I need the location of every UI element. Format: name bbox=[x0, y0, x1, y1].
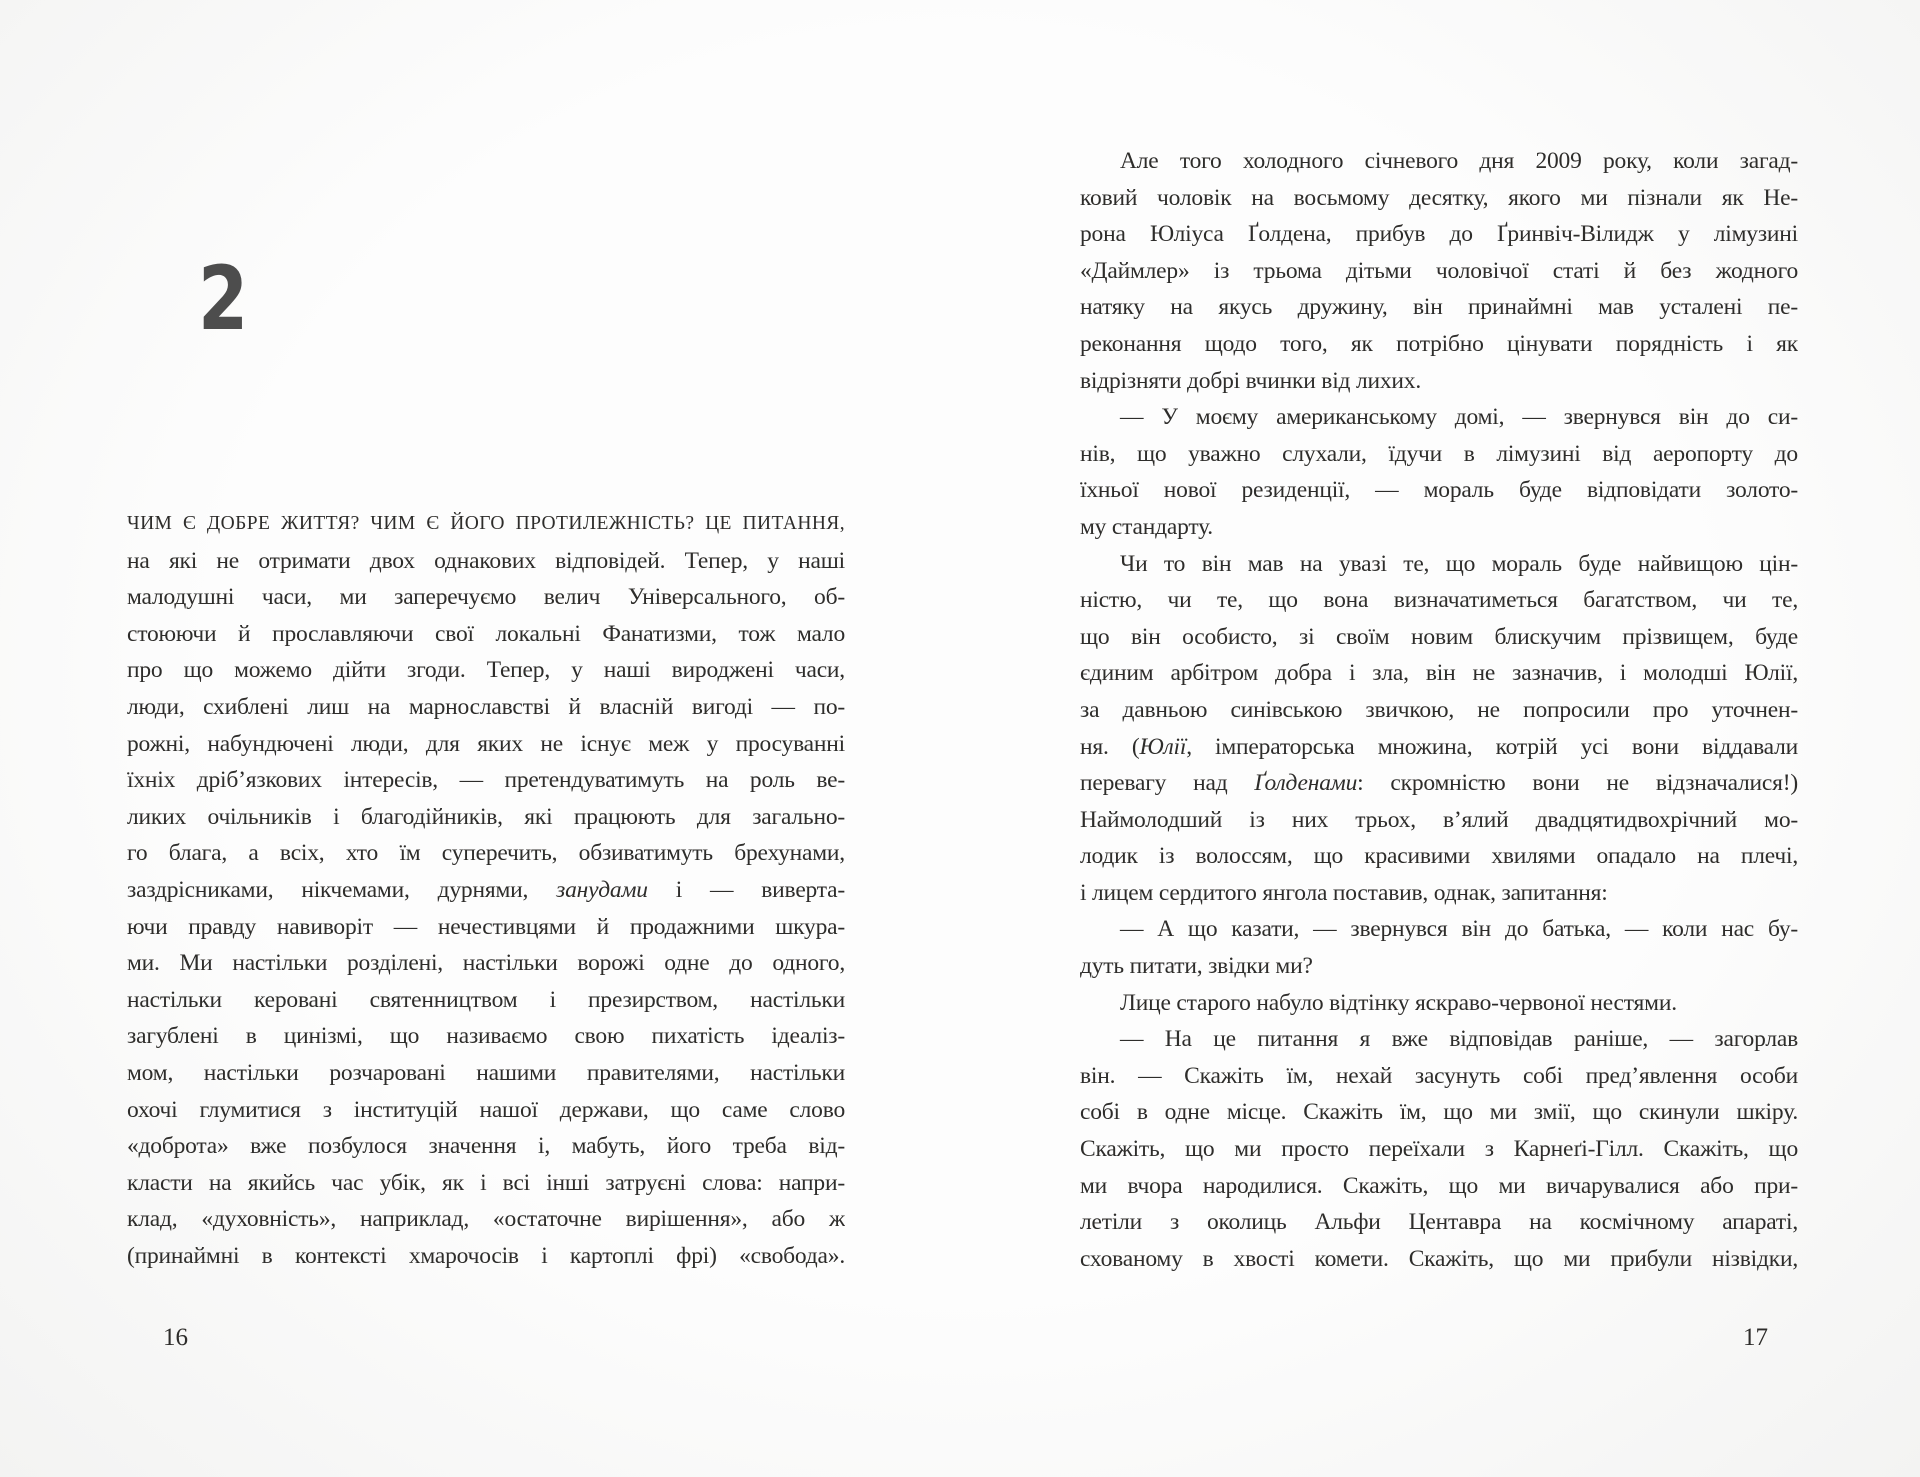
text-line: відрізняти добрі вчинки від лихих. bbox=[1080, 367, 1422, 394]
text-line: — На це питання я вже відповідав раніше, — загорлав bbox=[1120, 1026, 1798, 1053]
text-line: рона Юліуса Ґолдена, прибув до Ґринвіч-Вілидж у лімузині bbox=[1080, 221, 1798, 248]
page-number-right: 17 bbox=[1743, 1324, 1768, 1351]
text-line: — У моєму американському домі, — звернувся він до си- bbox=[1120, 404, 1798, 431]
text-line: мом, настільки розчаровані нашими правителями, настільки bbox=[127, 1059, 845, 1086]
text-line: малодушні часи, ми заперечуємо велич Універсального, об- bbox=[127, 584, 845, 611]
text-line: клад, «духовність», наприклад, «остаточне вирішення», або ж bbox=[127, 1206, 845, 1233]
text-line: Скажіть, що ми просто переїхали з Карнеґі-Гілл. Скажіть, що bbox=[1080, 1136, 1798, 1163]
text-line: (принаймні в контексті хмарочосів і картоплі фрі) «свобода». bbox=[127, 1242, 845, 1269]
text-line: про що можемо дійти згоди. Тепер, у наші вироджені часи, bbox=[127, 657, 845, 684]
text-line: охочі глумитися з інституцій нашої держави, що саме слово bbox=[127, 1096, 845, 1123]
text-line: ючи правду навиворіт — нечестивцями й продажними шкура- bbox=[127, 913, 845, 940]
text-line: люди, схиблені лиш на марнославстві й власній вигоді — по- bbox=[127, 693, 845, 720]
text-line: лодик із волоссям, що красивими хвилями опадало на плечі, bbox=[1080, 843, 1798, 870]
text-line: Лице старого набуло відтінку яскраво-червоної нестями. bbox=[1120, 989, 1677, 1016]
text-line: перевагу над Ґолденами: скромністю вони не відзначалися!) bbox=[1080, 770, 1798, 797]
text-line: — А що казати, — звернувся він до батька, — коли нас бу- bbox=[1120, 916, 1798, 943]
text-line: «Даймлер» із трьома дітьми чоловічої статі й без жодного bbox=[1080, 257, 1798, 284]
text-line: нів, що уважно слухали, їдучи в лімузині від аеропорту до bbox=[1080, 440, 1798, 467]
text-line: Але того холодного січневого дня 2009 року, коли загад- bbox=[1120, 148, 1798, 174]
text-line: натяку на якусь дружину, він принаймні мав усталені пе- bbox=[1080, 294, 1798, 321]
text-line: ЧИМ Є ДОБРЕ ЖИТТЯ? ЧИМ Є ЙОГО ПРОТИЛЕЖНІСТЬ? ЦЕ ПИТАННЯ, bbox=[127, 513, 845, 534]
text-line: му стандарту. bbox=[1080, 513, 1213, 540]
left-page-text bbox=[127, 506, 845, 1274]
text-line: що він особисто, зі своїм новим блискучим прізвищем, буде bbox=[1080, 623, 1798, 650]
text-line: і лицем сердитого янгола поставив, однак, запитання: bbox=[1080, 879, 1608, 906]
text-line: загублені в цинізмі, що називаємо свою пихатість ідеаліз- bbox=[127, 1023, 845, 1050]
text-line: го блага, а всіх, хто їм суперечить, обзиватимуть брехунами, bbox=[127, 840, 845, 867]
text-line: на які не отримати двох однакових відповідей. Тепер, у наші bbox=[127, 547, 845, 574]
text-line: за давньою синівською звичкою, не попросили про уточнен- bbox=[1080, 696, 1798, 723]
text-line: Наймолодший із них трьох, в’ялий двадцятидвохрічний мо- bbox=[1080, 806, 1798, 833]
text-line: він. — Скажіть їм, нехай засунуть собі пред’явлення особи bbox=[1080, 1062, 1798, 1089]
text-line: «доброта» вже позбулося значення і, мабуть, його треба від- bbox=[127, 1133, 845, 1160]
text-line: їхніх дріб’язкових інтересів, — претендуватимуть на роль ве- bbox=[127, 767, 845, 794]
text-line: Чи то він мав на увазі те, що мораль буде найвищою цін- bbox=[1120, 550, 1798, 577]
text-line: їхньої нової резиденції, — мораль буде відповідати золото- bbox=[1080, 477, 1798, 504]
right-page bbox=[960, 0, 1920, 1477]
text-line: реконання щодо того, як потрібно цінувати порядність і як bbox=[1080, 330, 1798, 357]
text-line: рожні, набундючені люди, для яких не існує меж у просуванні bbox=[127, 730, 845, 757]
text-line: стоюючи й прославляючи свої локальні Фанатизми, тож мало bbox=[127, 620, 845, 647]
text-line: заздрісниками, нікчемами, дурнями, занудами і — виверта- bbox=[127, 876, 845, 903]
text-line: схованому в хвості комети. Скажіть, що ми прибули нізвідки, bbox=[1080, 1245, 1798, 1272]
text-line: ми. Ми настільки розділені, настільки ворожі одне до одного, bbox=[127, 950, 845, 977]
text-line: ми вчора народилися. Скажіть, що ми вичарувалися або при- bbox=[1080, 1172, 1798, 1199]
text-line: єдиним арбітром добра і зла, він не зазначив, і молодші Юлії, bbox=[1080, 660, 1798, 687]
right-page-text bbox=[1080, 143, 1798, 1277]
text-line: ністю, чи те, що вона визначатиметься багатством, чи те, bbox=[1080, 587, 1798, 614]
text-line: ковий чоловік на восьмому десятку, якого ми пізнали як Не- bbox=[1080, 184, 1798, 211]
text-line: летіли з околиць Альфи Центавра на космічному апараті, bbox=[1080, 1209, 1798, 1236]
page-number-left: 16 bbox=[163, 1324, 188, 1351]
text-line: дуть питати, звідки ми? bbox=[1080, 953, 1313, 980]
text-line: настільки керовані святенництвом і презирством, настільки bbox=[127, 986, 845, 1013]
chapter-number: 2 bbox=[198, 247, 249, 350]
text-line: ня. (Юлії, імператорська множина, котрій усі вони віддавали bbox=[1080, 733, 1798, 760]
text-line: ликих очільників і благодійників, які працюють для загально- bbox=[127, 803, 845, 830]
text-line: класти на якийсь час убік, як і всі інші затруєні слова: напри- bbox=[127, 1169, 845, 1196]
text-line: собі в одне місце. Скажіть їм, що ми змії, що скинули шкіру. bbox=[1080, 1099, 1798, 1126]
